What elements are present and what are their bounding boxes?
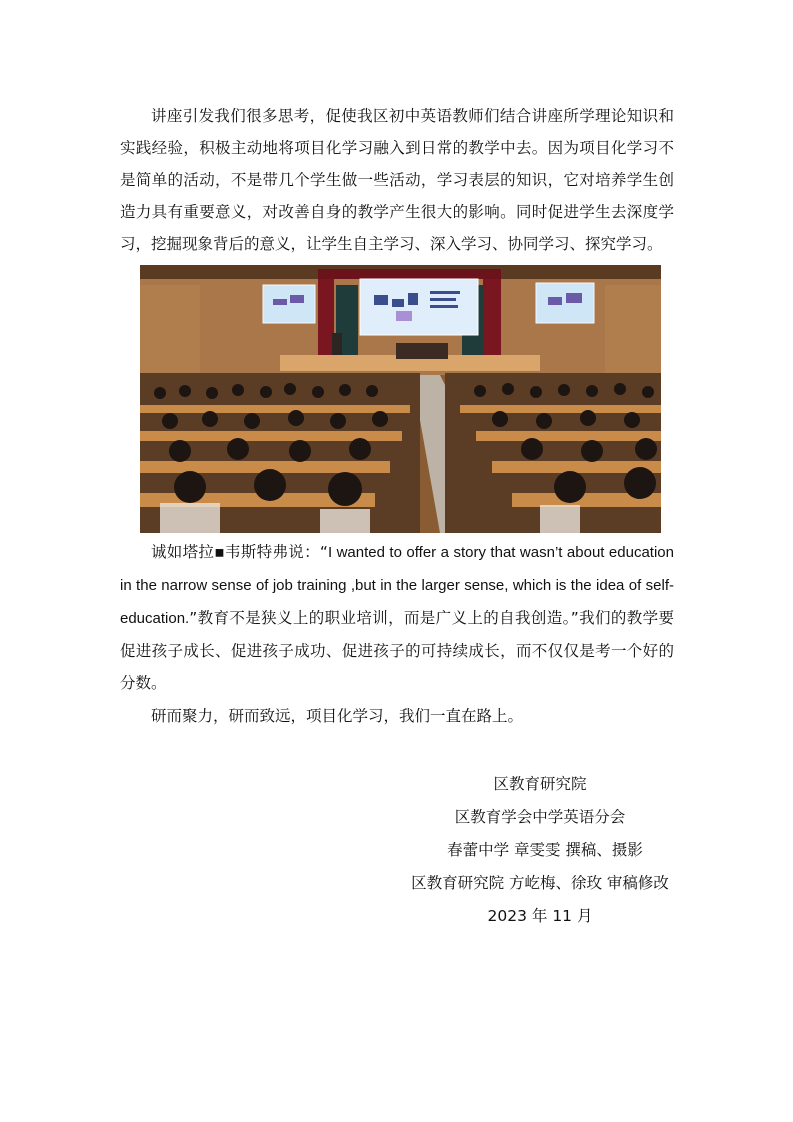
signature-reviewers: 区教育研究院 方屹梅、徐玫 审稿修改 [411,874,669,892]
quote-english: I wanted to offer a story that wasn’t about education in the narrow sense of job training ,but in the larger sense, which is the idea of self-education. [120,544,674,627]
signature-author: 春蕾中学 章雯雯 撰稿、摄影 [447,841,643,859]
signature-date: 2023 年 11 月 [487,907,593,925]
paragraph-quote [120,536,674,699]
paragraph-reflection: 讲座引发我们很多思考，促使我区初中英语教师们结合讲座所学理论知识和实践经验，积极主动地将项目化学习融入到日常的教学中去。因为项目化学习不是简单的活动，不是带几个学生做一些活动，学习表层的知识，它对培养学生创造力具有重要意义，对改善自身的教学产生很大的影响。同时促进学生去深度学习，挖掘现象背后的意义，让学生自主学习、深入学习、协同学习、探究学习。 [120,107,674,253]
paragraph-closing: 研而聚力，研而致远，项目化学习，我们一直在路上。 [151,707,524,725]
lecture-hall-photo [140,265,661,533]
quote-lead: 诚如塔拉▪韦斯特弗说：“ [151,543,328,561]
signature-institute: 区教育研究院 [493,775,587,793]
signature-association: 区教育学会中学英语分会 [454,808,626,826]
quote-translation: ”教育不是狭义上的职业培训，而是广义上的自我创造。”我们的教学要促进孩子成长、促进孩子成功、促进孩子的可持续成长，而不仅仅是考一个好的分数。 [120,609,674,692]
